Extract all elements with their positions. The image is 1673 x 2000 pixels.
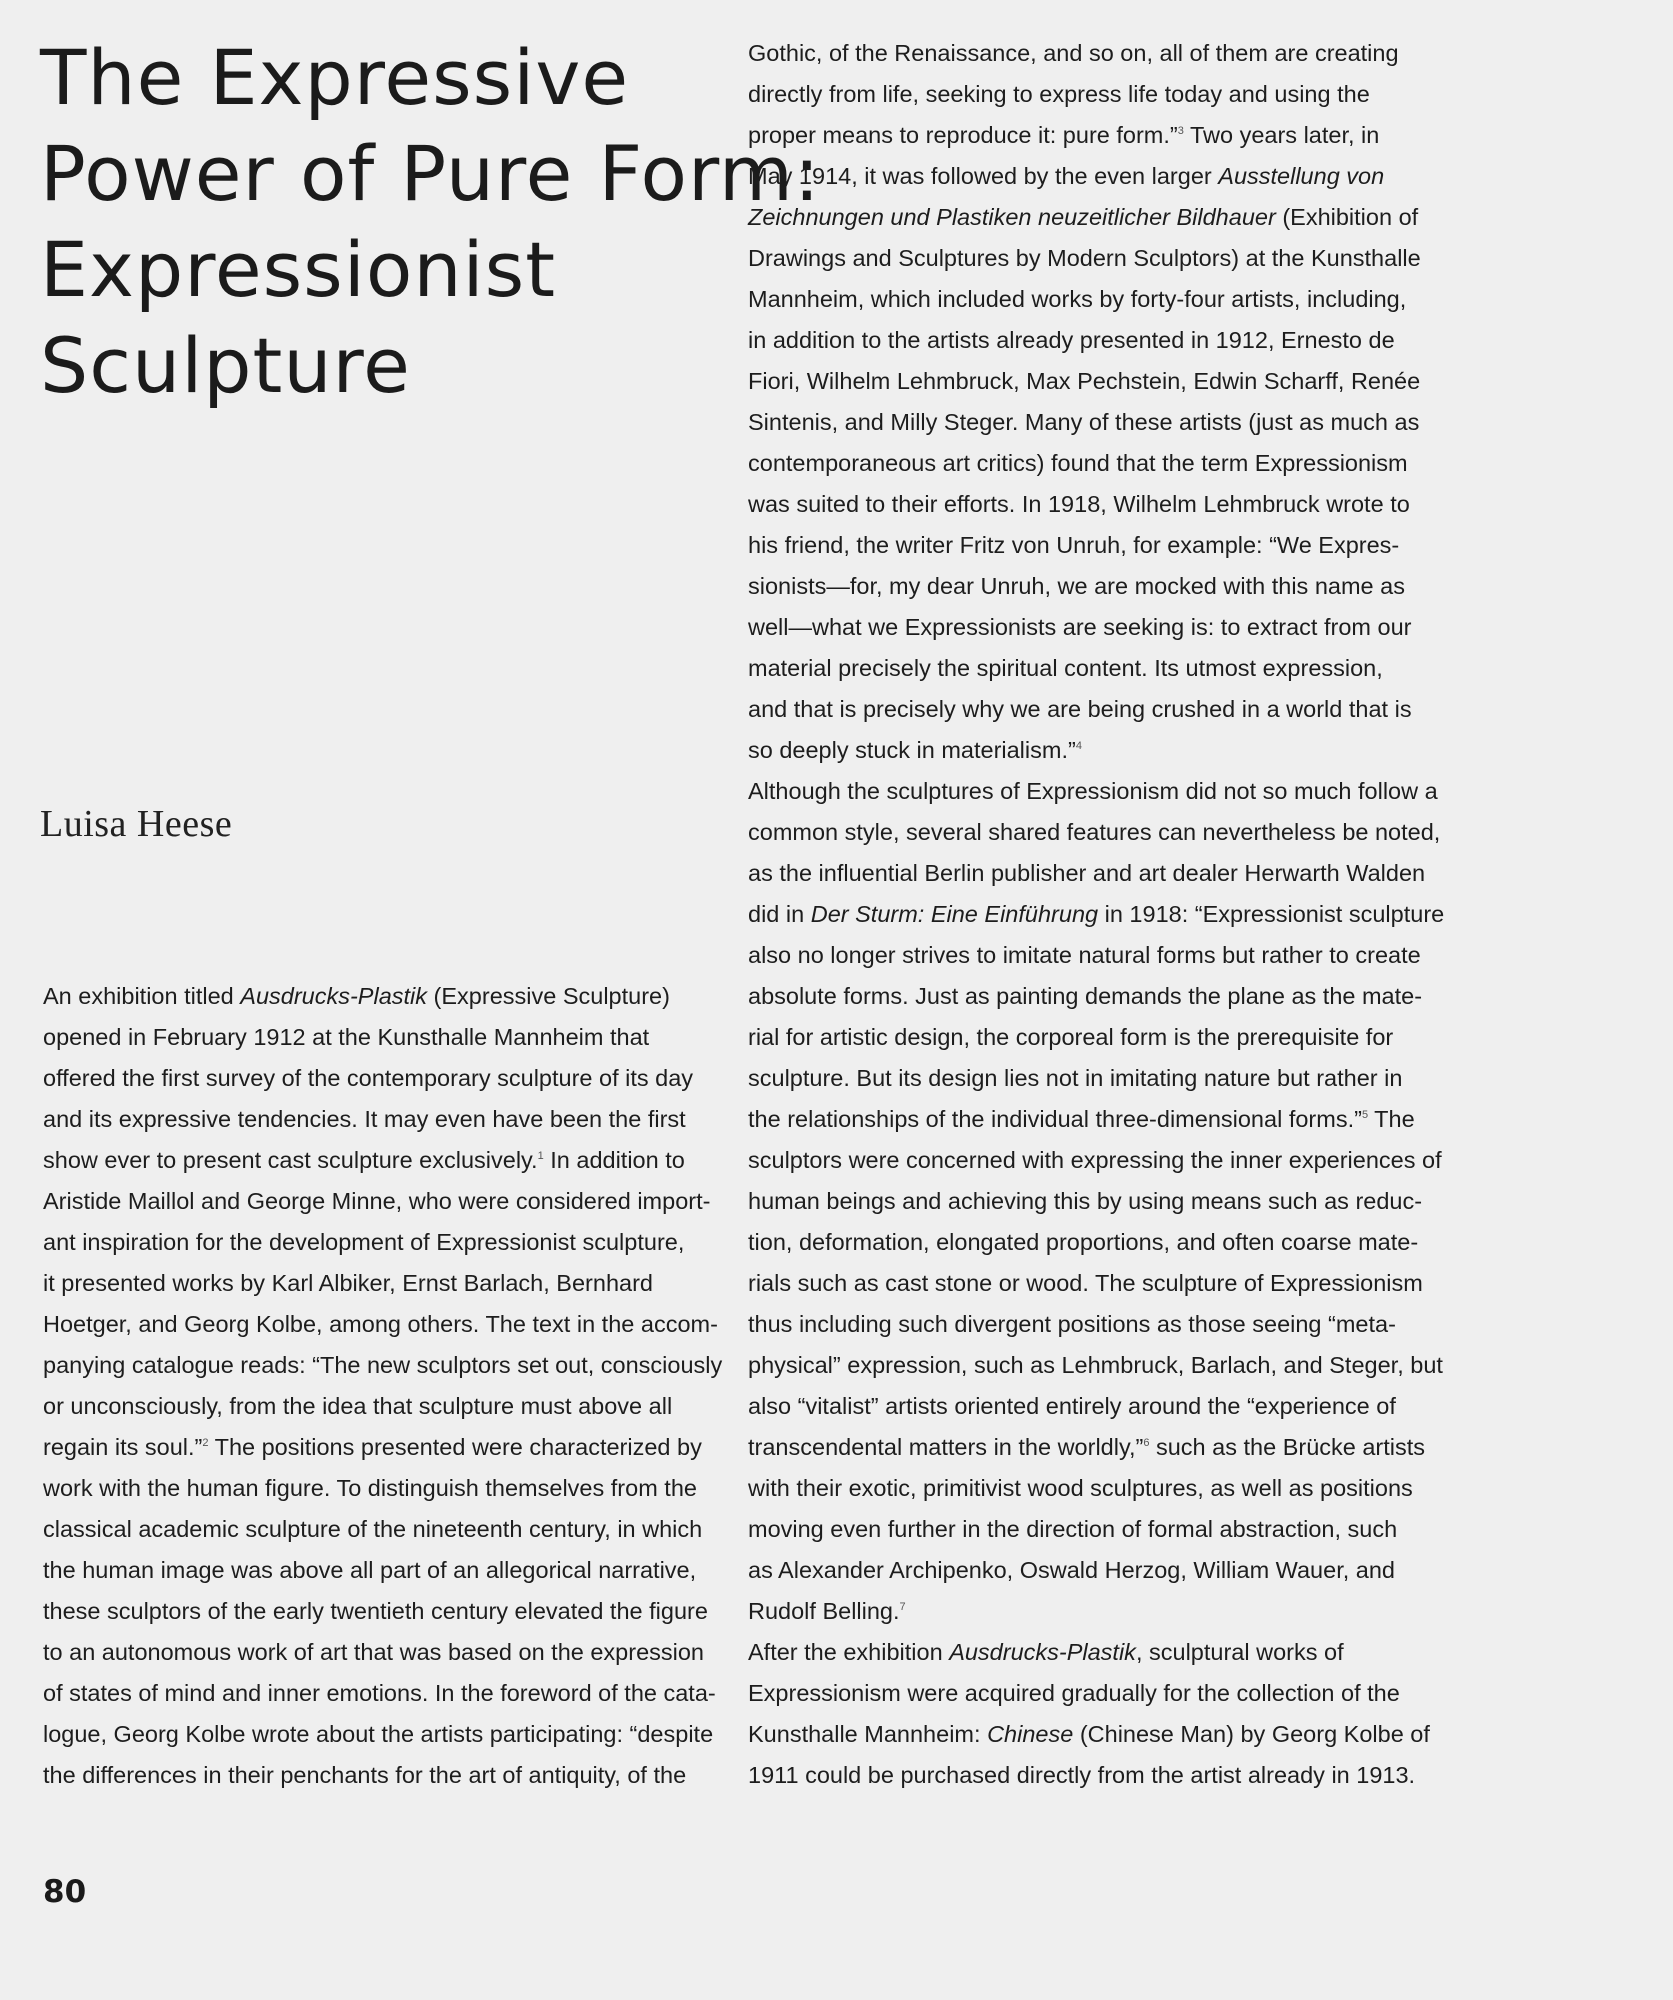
text-line: [748, 1468, 1438, 1509]
text-line: [748, 1386, 1438, 1427]
text-line: [43, 1632, 733, 1673]
text-line: [43, 1222, 733, 1263]
text-line: [748, 1017, 1438, 1058]
text-line: [43, 1550, 733, 1591]
text-run: , sculptural works of: [1135, 1639, 1344, 1665]
text-run: moving even further in the direction of formal abstraction, such: [748, 1516, 1398, 1542]
text-run: and that is precisely why we are being crushed in a world that is: [748, 696, 1412, 722]
text-run: May 1914, it was followed by the even larger: [748, 163, 1219, 189]
text-run: Hoetger, and Georg Kolbe, among others. The text in the accom-: [43, 1311, 718, 1337]
text-line: [748, 1099, 1438, 1140]
text-run: also “vitalist” artists oriented entirely around the “experience of: [748, 1393, 1396, 1419]
text-line: [43, 1140, 733, 1181]
text-line: [43, 1017, 733, 1058]
text-line: [748, 33, 1438, 74]
text-line: [43, 1427, 733, 1468]
text-run: as Alexander Archipenko, Oswald Herzog, William Wauer, and: [748, 1557, 1395, 1583]
left-text-column: [43, 976, 733, 1796]
text-run: common style, several shared features can nevertheless be noted,: [748, 819, 1441, 845]
text-line: [748, 1058, 1438, 1099]
text-run: Kunsthalle Mannheim:: [748, 1721, 988, 1747]
text-run: The positions presented were characterized by: [208, 1434, 702, 1460]
text-line: [748, 402, 1438, 443]
text-run: Two years later, in: [1183, 122, 1380, 148]
text-run: well—what we Expressionists are seeking is: to extract from our: [748, 614, 1412, 640]
text-run: thus including such divergent positions as those seeing “meta-: [748, 1311, 1396, 1337]
footnote-ref: 7: [899, 1601, 906, 1613]
text-line: [748, 935, 1438, 976]
text-run: Sintenis, and Milly Steger. Many of these artists (just as much as: [748, 409, 1420, 435]
text-run: Aristide Maillol and George Minne, who were considered import-: [43, 1188, 711, 1214]
text-run: Drawings and Sculptures by Modern Sculptors) at the Kunsthalle: [748, 245, 1421, 271]
text-line: [43, 1181, 733, 1222]
text-run: (Chinese Man) by Georg Kolbe of: [1073, 1721, 1430, 1747]
text-line: [748, 443, 1438, 484]
footnote-ref: 6: [1143, 1437, 1150, 1449]
text-run: sculpture. But its design lies not in imitating nature but rather in: [748, 1065, 1403, 1091]
text-line: [748, 361, 1438, 402]
text-run: absolute forms. Just as painting demands the plane as the mate-: [748, 983, 1423, 1009]
text-line: [748, 156, 1438, 197]
article-title: [40, 30, 821, 414]
text-line: [43, 1058, 733, 1099]
page-number: 80: [43, 1874, 87, 1910]
footnote-ref: 4: [1075, 740, 1082, 752]
text-line: [748, 1181, 1438, 1222]
italic-title: Zeichnungen und Plastiken neuzeitlicher Bildhauer: [748, 204, 1276, 230]
text-line: [43, 1714, 733, 1755]
text-run: his friend, the writer Fritz von Unruh, for example: “We Expres-: [748, 532, 1400, 558]
text-run: logue, Georg Kolbe wrote about the artists participating: “despite: [43, 1721, 714, 1747]
text-run: contemporaneous art critics) found that the term Expressionism: [748, 450, 1408, 476]
text-line: [43, 1468, 733, 1509]
text-line: [748, 566, 1438, 607]
text-run: rials such as cast stone or wood. The sculpture of Expressionism: [748, 1270, 1423, 1296]
text-line: [43, 1304, 733, 1345]
text-line: [43, 1263, 733, 1304]
text-line: [748, 525, 1438, 566]
italic-title: Chinese: [987, 1721, 1074, 1747]
text-run: 1911 could be purchased directly from the artist already in 1913.: [748, 1762, 1416, 1788]
text-run: was suited to their efforts. In 1918, Wilhelm Lehmbruck wrote to: [748, 491, 1410, 517]
text-run: Rudolf Belling.: [748, 1598, 900, 1624]
text-line: [748, 689, 1438, 730]
right-text-column: [748, 33, 1445, 1796]
text-run: material precisely the spiritual content. Its utmost expression,: [748, 655, 1383, 681]
text-run: (Expressive Sculpture): [427, 983, 670, 1009]
text-line: [748, 1591, 1438, 1632]
text-run: and its expressive tendencies. It may even have been the first: [43, 1106, 686, 1132]
text-run: it presented works by Karl Albiker, Ernst Barlach, Bernhard: [43, 1270, 653, 1296]
text-run: sionists—for, my dear Unruh, we are mocked with this name as: [748, 573, 1405, 599]
text-line: [748, 1304, 1438, 1345]
text-line: [748, 74, 1438, 115]
text-run: to an autonomous work of art that was based on the expression: [43, 1639, 705, 1665]
text-run: also no longer strives to imitate natural forms but rather to create: [748, 942, 1421, 968]
text-run: Expressionism were acquired gradually for the collection of the: [748, 1680, 1400, 1706]
author-name: Luisa Heese: [40, 803, 233, 845]
text-run: tion, deformation, elongated proportions, and often coarse mate-: [748, 1229, 1419, 1255]
text-line: [748, 1755, 1438, 1796]
text-run: of states of mind and inner emotions. In the foreword of the cata-: [43, 1680, 716, 1706]
text-run: physical” expression, such as Lehmbruck, Barlach, and Steger, but: [748, 1352, 1443, 1378]
title-line: Power of Pure Form:: [40, 129, 821, 218]
text-line: [43, 1099, 733, 1140]
text-line: [748, 894, 1445, 935]
text-line: [748, 1632, 1438, 1673]
text-line: [43, 1386, 733, 1427]
text-line: [748, 238, 1438, 279]
text-line: [748, 1427, 1438, 1468]
text-line: [43, 1755, 733, 1796]
text-line: [748, 1550, 1438, 1591]
title-line: The Expressive: [40, 33, 630, 122]
text-line: [43, 1345, 733, 1386]
text-run: the human image was above all part of an allegorical narrative,: [43, 1557, 697, 1583]
text-run: as the influential Berlin publisher and art dealer Herwarth Walden: [748, 860, 1426, 886]
text-line: [43, 976, 733, 1017]
text-run: show ever to present cast sculpture exclusively.: [43, 1147, 538, 1173]
text-run: did in: [748, 901, 811, 927]
text-line: [748, 812, 1441, 853]
text-line: [748, 1345, 1443, 1386]
text-run: offered the first survey of the contemporary sculpture of its day: [43, 1065, 694, 1091]
text-line: [748, 1263, 1438, 1304]
italic-title: Ausdrucks-Plastik: [240, 983, 428, 1009]
footnote-ref: 5: [1361, 1109, 1369, 1121]
text-run: with their exotic, primitivist wood sculptures, as well as positions: [748, 1475, 1413, 1501]
text-line: [748, 115, 1438, 156]
italic-title: Ausdrucks-Plastik: [949, 1639, 1136, 1665]
text-run: opened in February 1912 at the Kunsthalle Mannheim that: [43, 1024, 650, 1050]
text-line: [748, 1673, 1438, 1714]
text-run: In addition to: [543, 1147, 685, 1173]
italic-title: Ausstellung von: [1218, 163, 1385, 189]
text-line: [748, 197, 1438, 238]
text-run: so deeply stuck in materialism.”: [748, 737, 1076, 763]
text-line: [748, 1140, 1442, 1181]
text-run: (Exhibition of: [1275, 204, 1419, 230]
text-line: [748, 730, 1438, 771]
text-line: [748, 1714, 1438, 1755]
text-run: rial for artistic design, the corporeal form is the prerequisite for: [748, 1024, 1394, 1050]
text-run: these sculptors of the early twentieth century elevated the figure: [43, 1598, 708, 1624]
text-run: panying catalogue reads: “The new sculptors set out, consciously: [43, 1352, 723, 1378]
footnote-ref: 2: [202, 1437, 209, 1449]
text-run: Gothic, of the Renaissance, and so on, all of them are creating: [748, 40, 1399, 66]
text-line: [748, 976, 1438, 1017]
text-line: [748, 484, 1438, 525]
text-line: [43, 1509, 733, 1550]
text-run: Although the sculptures of Expressionism did not so much follow a: [748, 778, 1438, 804]
text-run: proper means to reproduce it: pure form.”: [748, 122, 1178, 148]
text-line: [43, 1591, 733, 1632]
text-run: such as the Brücke artists: [1149, 1434, 1426, 1460]
title-line: Expressionist: [40, 225, 557, 314]
text-run: regain its soul.”: [43, 1434, 203, 1460]
text-run: Fiori, Wilhelm Lehmbruck, Max Pechstein, Edwin Scharff, Renée: [748, 368, 1421, 394]
footnote-ref: 1: [537, 1150, 544, 1162]
text-run: the relationships of the individual three-dimensional forms.”: [748, 1106, 1362, 1132]
text-line: [748, 648, 1438, 689]
text-run: or unconsciously, from the idea that sculpture must above all: [43, 1393, 673, 1419]
text-line: [43, 1673, 733, 1714]
text-run: After the exhibition: [748, 1639, 950, 1665]
text-line: [748, 279, 1438, 320]
footnote-ref: 3: [1177, 125, 1184, 137]
text-line: [748, 1509, 1438, 1550]
text-run: sculptors were concerned with expressing the inner experiences of: [748, 1147, 1442, 1173]
text-run: the differences in their penchants for the art of antiquity, of the: [43, 1762, 687, 1788]
text-run: in addition to the artists already presented in 1912, Ernesto de: [748, 327, 1395, 353]
text-run: The: [1368, 1106, 1415, 1132]
text-line: [748, 607, 1438, 648]
text-run: human beings and achieving this by using means such as reduc-: [748, 1188, 1423, 1214]
text-line: [748, 1222, 1438, 1263]
italic-title: Der Sturm: Eine Einführung: [810, 901, 1099, 927]
text-run: in 1918: “Expressionist sculpture: [1098, 901, 1445, 927]
text-run: work with the human figure. To distinguish themselves from the: [43, 1475, 697, 1501]
text-run: transcendental matters in the worldly,”: [748, 1434, 1144, 1460]
text-line: [748, 853, 1438, 894]
text-run: classical academic sculpture of the nineteenth century, in which: [43, 1516, 703, 1542]
text-run: An exhibition titled: [43, 983, 241, 1009]
text-run: ant inspiration for the development of Expressionist sculpture,: [43, 1229, 685, 1255]
text-run: directly from life, seeking to express life today and using the: [748, 81, 1370, 107]
text-run: Mannheim, which included works by forty-four artists, including,: [748, 286, 1407, 312]
text-line: [748, 771, 1438, 812]
text-line: [748, 320, 1438, 361]
title-line: Sculpture: [40, 321, 411, 410]
